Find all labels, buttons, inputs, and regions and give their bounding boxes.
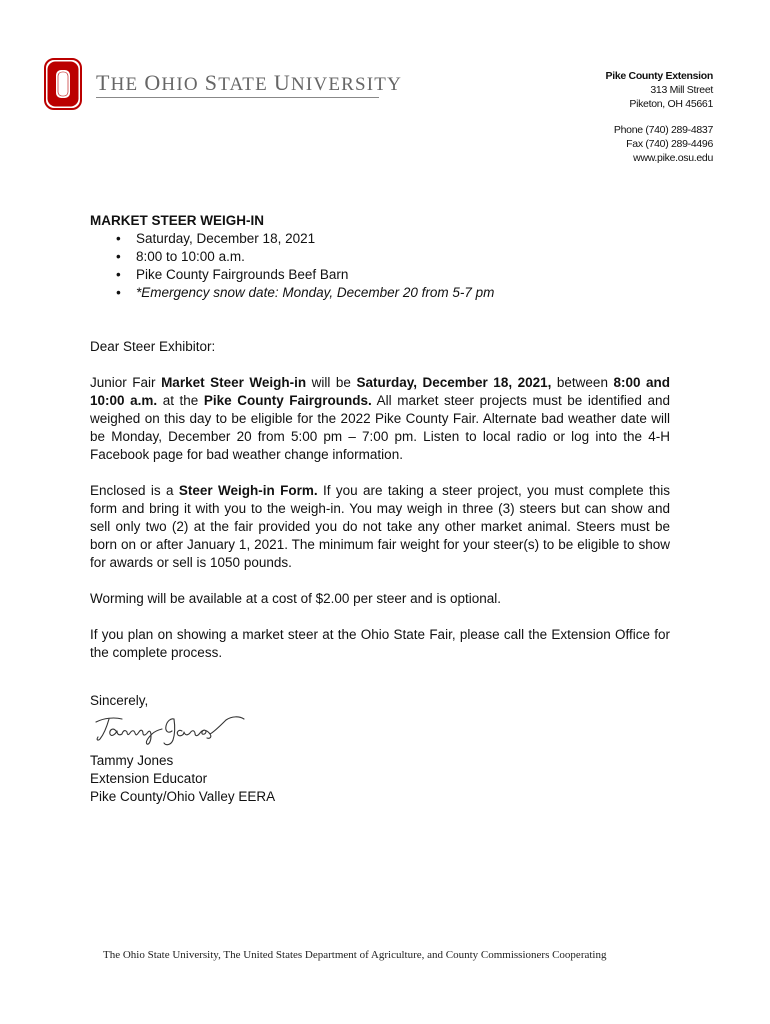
office-website: www.pike.osu.edu [633,152,713,164]
paragraph-weigh-in: Junior Fair Market Steer Weigh-in will be Saturday, December 18, 2021, between 8:00 and 10:00 a.m. at the Pike County Fairgrounds. All market steer projects must be identified and weighed on this day to be eligible for the 2022 Pike County Fair. Alternate bad weather date will be Monday, December 20 from 5:00 pm – 7:00 pm. Listen to local radio or log into the 4-H Facebook page for bad weather change information. [90,375,671,462]
letterhead-rule [96,97,379,98]
paragraph-state-fair: If you plan on showing a market steer at the Ohio State Fair, please call the Extension Office for the complete process. [90,627,670,660]
signer-name: Tammy Jones [90,753,174,768]
office-name: Pike County Extension [605,70,713,82]
signer-organization: Pike County/Ohio Valley EERA [90,789,276,804]
office-phone: Phone (740) 289-4837 [613,124,713,136]
ohio-state-block-o-logo [44,58,82,110]
university-name: THE OHIO STATE UNIVERSITY [96,70,403,95]
paragraph-form: Enclosed is a Steer Weigh-in Form. If you are taking a steer project, you must complete this form and bring it with you to the weigh-in. You may weigh in three (3) steers but can show and sell only two (2) at the fair provided you do not take any other market animal. Steers must be born on or after January 1, 2021. The minimum fair weight for your steer(s) to be eligible to show for awards or sell is 1050 pounds. [90,483,671,570]
footer-cooperation-statement: The Ohio State University, The United States Department of Agriculture, and County Commissioners Cooperating [103,949,607,961]
office-address-block [606,69,713,165]
letter-body [90,212,670,806]
paragraph-worming: Worming will be available at a cost of $2.00 per steer and is optional. [90,591,501,606]
office-fax: Fax (740) 289-4496 [626,138,713,150]
event-date: • Saturday, December 18, 2021 [136,230,670,248]
event-location: • Pike County Fairgrounds Beef Barn [136,266,670,284]
event-heading: MARKET STEER WEIGH-IN [90,213,264,228]
office-city: Piketon, OH 45661 [629,98,713,110]
handwritten-signature [92,712,267,748]
greeting: Dear Steer Exhibitor: [90,339,216,354]
event-snow-date: • *Emergency snow date: Monday, December 20 from 5-7 pm [136,284,670,302]
closing: Sincerely, [90,693,149,708]
event-time: • 8:00 to 10:00 a.m. [136,248,670,266]
office-street: 313 Mill Street [650,84,713,96]
event-details-list [90,230,670,302]
signer-title: Extension Educator [90,771,208,786]
